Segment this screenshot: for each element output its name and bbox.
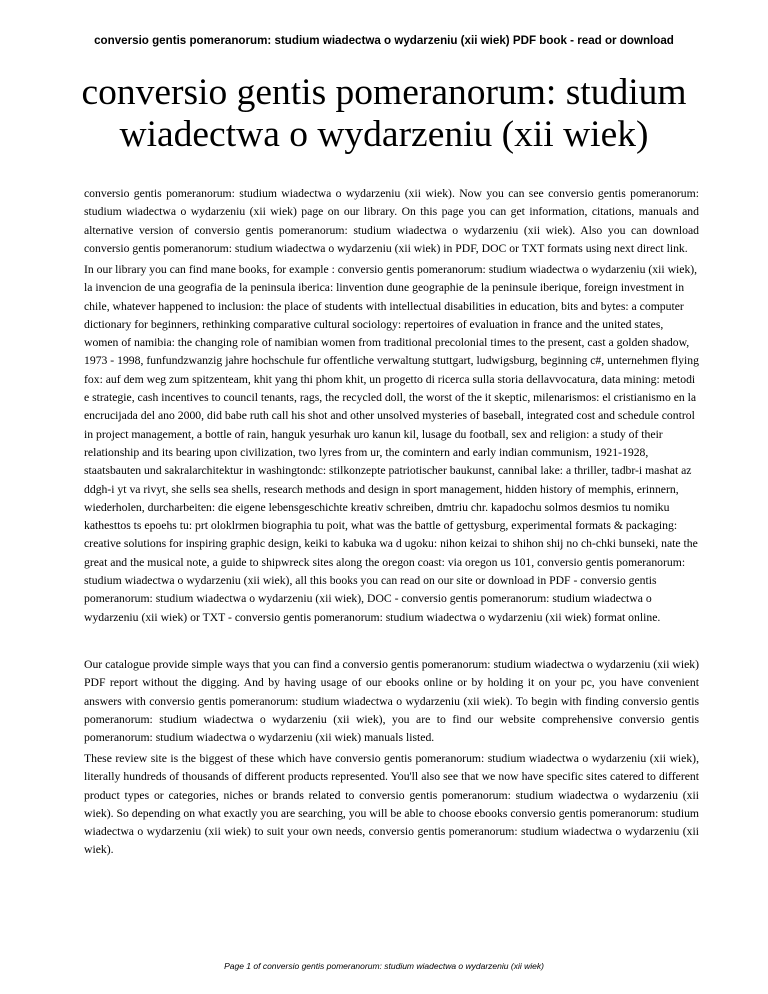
catalogue-paragraph: Our catalogue provide simple ways that you can find a conversio gentis pomeranorum: studium wiadectwa o wydarzeniu (xii wiek) PDF report without the digging. And by having usage of our ebooks online or by holding it on your pc, you have convenient answers with conversio gentis pomeranorum: studium wiadectwa o wydarzeniu (xii wiek). To begin with finding conversio gentis pomeranorum: studium wiadectwa o wydarzeniu (xii wiek), you are to find our website comprehensive conversio gentis pomeranorum: studium wiadectwa o wydarzeniu (xii wiek) manuals listed. bbox=[84, 658, 699, 745]
page-footer: Page 1 of conversio gentis pomeranorum: studium wiadectwa o wydarzeniu (xii wiek) bbox=[224, 961, 544, 971]
review-site-paragraph: These review site is the biggest of these which have conversio gentis pomeranorum: studium wiadectwa o wydarzeniu (xii wiek), literally hundreds of thousands of different products represented. You'll also see that we now have specific sites catered to different product types or categories, niches or brands related to conversio gentis pomeranorum: studium wiadectwa o wydarzeniu (xii wiek). So depending on what exactly you are searching, you will be able to choose ebooks conversio gentis pomeranorum: studium wiadectwa o wydarzeniu (xii wiek) to suit your own needs, conversio gentis pomeranorum: studium wiadectwa o wydarzeniu (xii wiek). bbox=[84, 752, 699, 857]
intro-paragraph: conversio gentis pomeranorum: studium wiadectwa o wydarzeniu (xii wiek). Now you can see conversio gentis pomeranorum: studium wiadectwa o wydarzeniu (xii wiek) page on our library. On this page you can get information, citations, manuals and alternative version of conversio gentis pomeranorum: studium wiadectwa o wydarzeniu (xii wiek). Also you can download conversio gentis pomeranorum: studium wiadectwa o wydarzeniu (xii wiek) in PDF, DOC or TXT formats using next direct link. bbox=[84, 187, 699, 255]
library-books-paragraph: In our library you can find mane books, for example : conversio gentis pomeranorum: studium wiadectwa o wydarzeniu (xii wiek), la invencion de una geografia de la peninsula iberica: linvention dune geographie de la peninsule iberique, foreign investment in chile, whatever happened to inclusion: the place of students with intellectual disabilities in education, bits and bytes: a computer dictionary for beginners, rethinking comparative cultural sociology: repertoires of evaluation in france and the united states, women of namibia: the changing role of namibian women from traditional precolonial times to the present, cast a golden shadow, 1973 - 1998, funfundzwanzig jahre hochschule fur offentliche verwaltung stuttgart, ludwigsburg, beginning c#, unternehmen flying fox: auf dem weg zum spitzenteam, khit yang thi phom khit, un progetto di ricerca sulla storia dellavvocatura, data mining: metodi e strategie, cash incentives to council tenants, rags, the recycled doll, the worst of the it skeptic, milenarismos: el cristianismo en la encrucijada del ano 2000, did babe ruth call his shot and other unsolved mysteries of baseball, integrated cost and schedule control in project management, a bottle of rain, hanguk yesurhak uro kanun kil, lusage du football, sex and religion: a study of their relationship and its bearing upon civilization, two lyres from ur, the comintern and early indian communism, 1921-1928, staatsbauten und sakralarchitektur in washingtondc: stilkonzepte patriotischer baukunst, cannibal lake: a thriller, tadbr-i mashat az ddgh-i yt va rivyt, she sells sea shells, research methods and design in sport management, hidden history of memphis, erinnern, wiederholen, durcharbeiten: die eigene lebensgeschichte kreativ schreiben, dmtriu chr. kapadochu solmos desmios tu nomiku kathesttos ts epoehs tu: prt oloklrmen biographia tu poit, what was the battle of gettysburg, experimental formats & packaging: creative solutions for inspiring graphic design, keiki to kabuka wa d ugoku: nihon keizai to shihon shij no ch-chki bunseki, nate the great and the musical note, a guide to shipwreck sites along the oregon coast: via oregon us 101, conversio gentis pomeranorum: studium wiadectwa o wydarzeniu (xii wiek), all this books you can read on our site or download in PDF - conversio gentis pomeranorum: studium wiadectwa o wydarzeniu (xii wiek), DOC - conversio gentis pomeranorum: studium wiadectwa o wydarzeniu (xii wiek) or TXT - conversio gentis pomeranorum: studium wiadectwa o wydarzeniu (xii wiek) format online. bbox=[84, 263, 699, 624]
page-header: conversio gentis pomeranorum: studium wiadectwa o wydarzeniu (xii wiek) PDF book - read or download bbox=[94, 34, 674, 47]
document-title: conversio gentis pomeranorum: studium wiadectwa o wydarzeniu (xii wiek) bbox=[81, 72, 687, 155]
